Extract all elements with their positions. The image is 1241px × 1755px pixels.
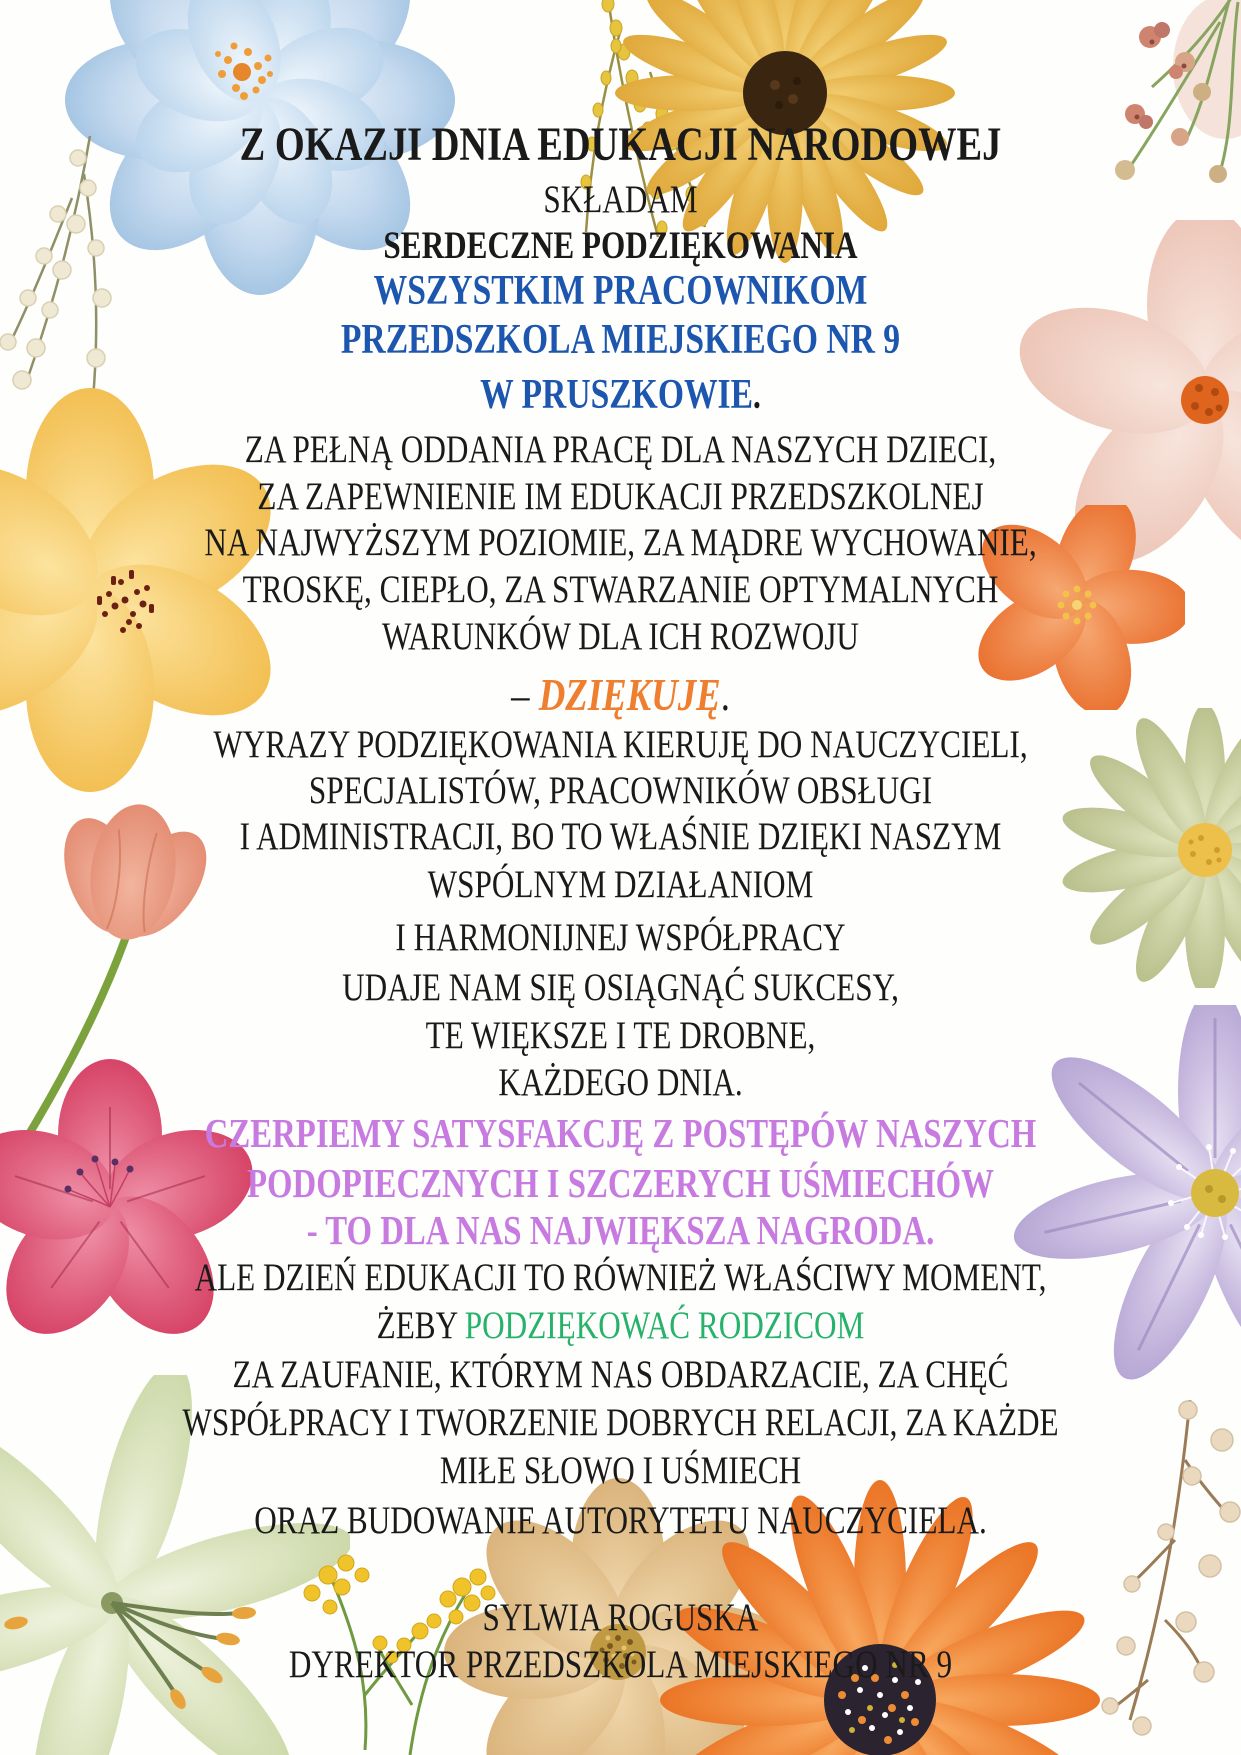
- text-line: UDAJE NAM SIĘ OSIĄGNĄĆ SUKCESY,: [342, 966, 899, 1009]
- signature-role: DYREKTOR PRZEDSZKOLA MIEJSKIEGO NR 9: [288, 1643, 953, 1686]
- text-line-wszystkim: WSZYSTKIM PRACOWNIKOM: [373, 268, 868, 314]
- text-line-purple: CZERPIEMY SATYSFAKCJĘ Z POSTĘPÓW NASZYCH: [204, 1110, 1037, 1156]
- text-line: ORAZ BUDOWANIE AUTORYTETU NAUCZYCIELA.: [254, 1499, 987, 1542]
- text-line: WSPÓŁPRACY I TWORZENIE DOBRYCH RELACJI, ZA KAŻDE: [182, 1401, 1059, 1444]
- signature-name: SYLWIA ROGUSKA: [482, 1596, 759, 1639]
- text-line: KAŻDEGO DNIA.: [498, 1061, 743, 1104]
- text-line: WARUNKÓW DLA ICH ROZWOJU: [382, 615, 859, 658]
- text-line: MIŁE SŁOWO I UŚMIECH: [439, 1449, 802, 1492]
- text-line-purple: PODOPIECZNYCH I SZCZERYCH UŚMIECHÓW: [247, 1160, 994, 1206]
- text-line: I ADMINISTRACJI, BO TO WŁAŚNIE DZIĘKI NASZYM: [239, 815, 1002, 858]
- text-line: TROSKĘ, CIEPŁO, ZA STWARZANIE OPTYMALNYCH: [242, 568, 999, 611]
- text-line: NA NAJWYŻSZYM POZIOMIE, ZA MĄDRE WYCHOWANIE,: [204, 521, 1037, 564]
- text-line-purple: - TO DLA NAS NAJWIĘKSZA NAGRODA.: [306, 1207, 935, 1253]
- text-line: TE WIĘKSZE I TE DROBNE,: [425, 1014, 816, 1057]
- text-line: ZA ZAUFANIE, KTÓRYM NAS OBDARZACIE, ZA CHĘĆ: [232, 1353, 1009, 1396]
- text-line: WYRAZY PODZIĘKOWANIA KIERUJĘ DO NAUCZYCIELI,: [213, 723, 1028, 766]
- text-line: ALE DZIEŃ EDUKACJI TO RÓWNIEŻ WŁAŚCIWY MOMENT,: [194, 1256, 1047, 1299]
- poster-title: Z OKAZJI DNIA EDUKACJI NARODOWEJ: [239, 118, 1002, 171]
- text-line: SPECJALISTÓW, PRACOWNIKÓW OBSŁUGI: [308, 769, 933, 812]
- text-line-przedszkola: PRZEDSZKOLA MIEJSKIEGO NR 9: [340, 317, 901, 363]
- text-line: ZA ZAPEWNIENIE IM EDUKACJI PRZEDSZKOLNEJ: [257, 475, 984, 518]
- text-line: ZA PEŁNĄ ODDANIA PRACĘ DLA NASZYCH DZIECI,: [244, 428, 997, 471]
- text-line-pruszkow: W PRUSZKOWIE.: [480, 372, 761, 418]
- text-line-skladam: SKŁADAM: [543, 178, 698, 221]
- text-line: WSPÓLNYM DZIAŁANIOM: [427, 863, 814, 906]
- text-line-dziekuje: – DZIĘKUJĘ.: [511, 669, 730, 720]
- text-line-green: ŻEBY PODZIĘKOWAĆ RODZICOM: [376, 1304, 865, 1347]
- text-line: I HARMONIJNEJ WSPÓŁPRACY: [395, 916, 846, 959]
- text-line-serdeczne: SERDECZNE PODZIĘKOWANIA: [383, 224, 858, 267]
